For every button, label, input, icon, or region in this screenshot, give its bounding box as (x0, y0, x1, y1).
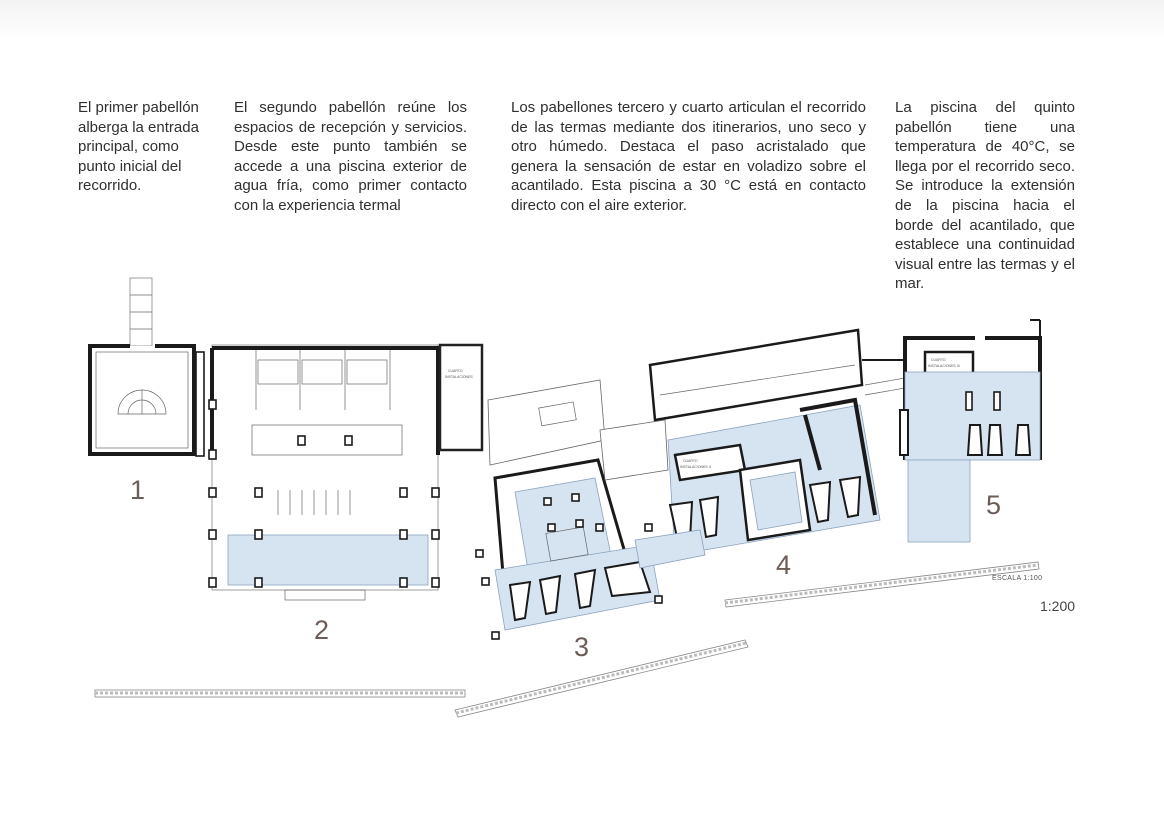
svg-text:INSTALACIONES III: INSTALACIONES III (928, 364, 960, 368)
scale-label-small: ESCALA 1:100 (992, 575, 1043, 582)
pavilion-5-description: La piscina del quinto pabellón tiene una temperatura de 40°C, se llega por el recorrido seco. Se introduce la extensión de la piscina hacia el borde del acantilado, que establece una continuidad visual entre las termas y el mar. (895, 99, 1075, 293)
pavilion-4-plan (600, 330, 905, 568)
pavilion-number-4: 4 (776, 550, 792, 580)
pavilion-1-description: El primer pabellón alberga la entrada principal, como punto inicial del recorrido. (78, 99, 199, 195)
svg-text:CUARTO: CUARTO (931, 358, 946, 362)
pavilion-2-plan (209, 345, 482, 600)
svg-text:CUARTO: CUARTO (448, 369, 463, 373)
scale-label: 1:200 (1040, 598, 1076, 614)
pavilion-3-4-description: Los pabellones tercero y cuarto articulan el recorrido de las termas mediante dos itinerarios, uno seco y otro húmedo. Destaca el paso acristalado que genera la sensación de estar en voladizo sobre el acantilado. Esta piscina a 30 °C está en contacto directo con el aire exterior. (511, 99, 866, 214)
svg-text:INSTALACIONES: INSTALACIONES (445, 375, 473, 379)
pavilion-5-plan (900, 320, 1045, 542)
svg-text:INSTALACIONES II: INSTALACIONES II (680, 465, 711, 469)
pavilion-2-description: El segundo pabellón reúne los espacios de recepción y servicios. Desde este punto también se accede a una piscina exterior de agua fría, como primer contacto con la experiencia termal (234, 99, 467, 214)
pavilion-number-1: 1 (130, 475, 146, 505)
svg-text:CUARTO: CUARTO (683, 459, 698, 463)
pavilion-3-plan (476, 380, 662, 639)
pavilion-number-2: 2 (314, 615, 330, 645)
pavilion-1-plan (90, 278, 204, 456)
pavilion-number-5: 5 (986, 490, 1002, 520)
pavilion-number-3: 3 (574, 632, 590, 662)
